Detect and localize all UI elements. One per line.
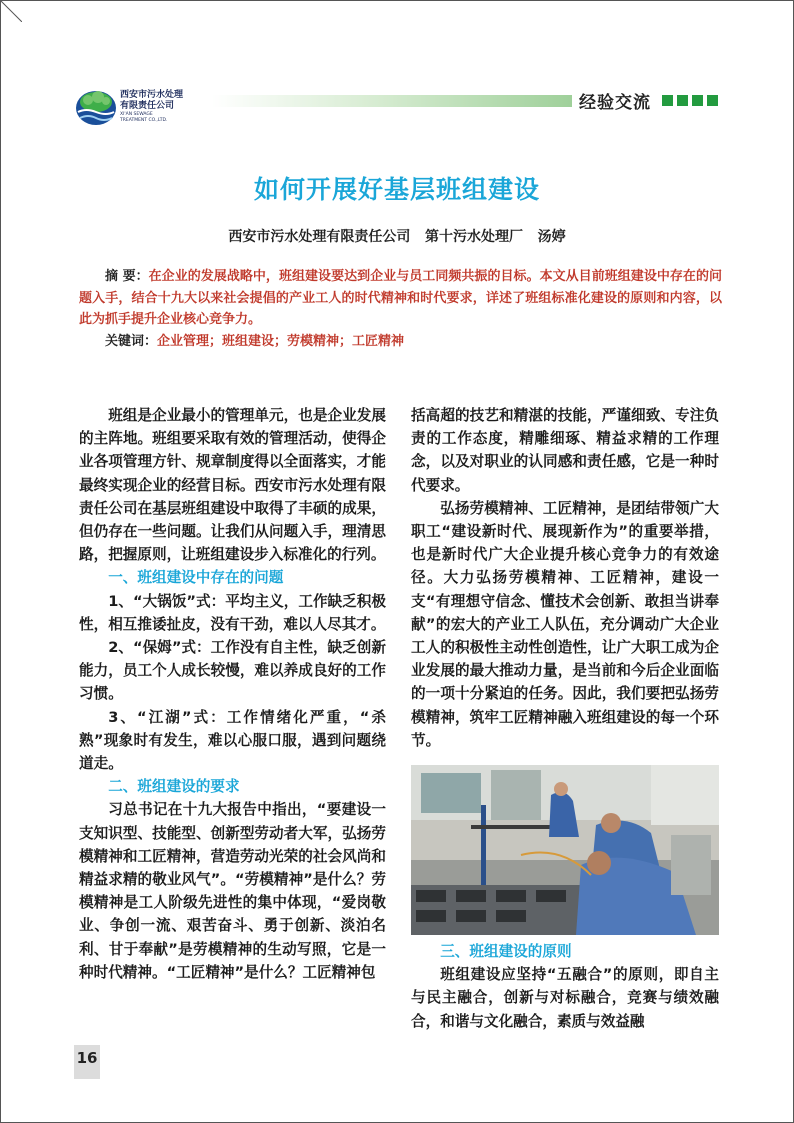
paragraph: 班组建设应坚持“五融合”的原则，即自主与民主融合，创新与对标融合，竞赛与绩效融合，和谐与文化融合，素质与效益融 [411, 966, 719, 1030]
body-column-right-lower [411, 940, 719, 1033]
company-logo [74, 88, 204, 132]
paragraph: 1、“大锅饭”式：平均主义，工作缺乏积极性，相互推诿扯皮，没有干劲，难以人尽其才。 [79, 592, 386, 633]
header-square [692, 95, 703, 106]
logo-line-2: 有限责任公司 [120, 101, 175, 111]
corner-mark [0, 0, 22, 22]
page-number: 16 [76, 1049, 98, 1067]
logo-en-line-1: XI'AN SEWAGE [120, 112, 153, 117]
abstract-text: 在企业的发展战略中，班组建设要达到企业与员工同频共振的目标。本文从目前班组建设中存在的问题入手，结合十九大以来社会提倡的产业工人的时代精神和时代要求，详述了班组标准化建设的原则和内容，以此为抓手提升企业核心竞争力。 [79, 269, 722, 327]
keywords-text: 企业管理；班组建设；劳模精神；工匠精神 [157, 333, 405, 349]
article-author: 西安市污水处理有限责任公司 第十污水处理厂 汤婷 [228, 229, 566, 245]
section-heading: 三、班组建设的原则 [440, 943, 572, 960]
paragraph: 2、“保姆”式：工作没有自主性，缺乏创新能力，员工个人成长较慢，难以养成良好的工作习惯。 [79, 639, 386, 703]
body-column-right [411, 404, 719, 752]
header-square [677, 95, 688, 106]
logo-text-cn [120, 90, 183, 112]
header-gradient-bar [212, 95, 572, 107]
keywords-label: 关键词： [105, 333, 158, 349]
workers-photo [411, 765, 719, 935]
article-title: 如何开展好基层班组建设 [253, 175, 540, 204]
section-tag: 经验交流 [579, 93, 651, 113]
paragraph: 弘扬劳模精神、工匠精神，是团结带领广大职工“建设新时代、展现新作为”的重要举措，也是新时代广大企业提升核心竞争力的有效途径。大力弘扬劳模精神、工匠精神，建设一支“有理想守信念、懂技术会创新、敢担当讲奉献”的宏大的产业工人队伍，充分调动广大企业工人的积极性主动性创造性，让广大职工成为企业发展的最大推动力量，是当前和今后企业面临的一项十分紧迫的任务。因此，我们要把弘扬劳模精神，筑牢工匠精神融入班组建设的每一个环节。 [411, 499, 719, 749]
body-column-left [79, 404, 386, 984]
photo-illustration [411, 765, 719, 935]
paragraph: 括高超的技艺和精湛的技能，严谨细致、专注负责的工作态度，精雕细琢、精益求精的工作理念，以及对职业的认同感和责任感，它是一种时代要求。 [411, 407, 719, 494]
section-heading: 一、班组建设中存在的问题 [108, 569, 284, 587]
logo-icon [74, 88, 118, 128]
logo-en-line-2: TREATMENT CO.,LTD. [120, 118, 168, 123]
abstract-label: 摘 要： [105, 269, 149, 284]
logo-text-en [120, 112, 167, 124]
paragraph: 3、“江湖”式：工作情绪化严重，“杀熟”现象时有发生，难以心服口服，遇到问题绕道走。 [79, 708, 386, 773]
section-heading: 二、班组建设的要求 [108, 778, 240, 796]
abstract-block [79, 266, 722, 352]
paragraph: 习总书记在十九大报告中指出，“要建设一支知识型、技能型、创新型劳动者大军，弘扬劳模精神和工匠精神，营造劳动光荣的社会风尚和精益求精的敬业风气”。“劳模精神”是什么？劳模精神是工人阶级先进性的集中体现，“爱岗敬业、争创一流、艰苦奋斗、勇于创新、淡泊名利、甘于奉献”是劳模精神的生动写照，它是一种时代精神。“工匠精神”是什么？工匠精神包 [79, 801, 386, 981]
logo-line-1: 西安市污水处理 [120, 90, 184, 100]
paragraph: 班组是企业最小的管理单元，也是企业发展的主阵地。班组要采取有效的管理活动，使得企业各项管理方针、规章制度得以全面落实，才能最终实现企业的经营目标。西安市污水处理有限责任公司在基层班组建设中取得了丰硕的成果，但仍存在一些问题。让我们从问题入手，理清思路，把握原则，让班组建设步入标准化的行列。 [79, 407, 386, 564]
header-square [707, 95, 718, 106]
header-square [662, 95, 673, 106]
